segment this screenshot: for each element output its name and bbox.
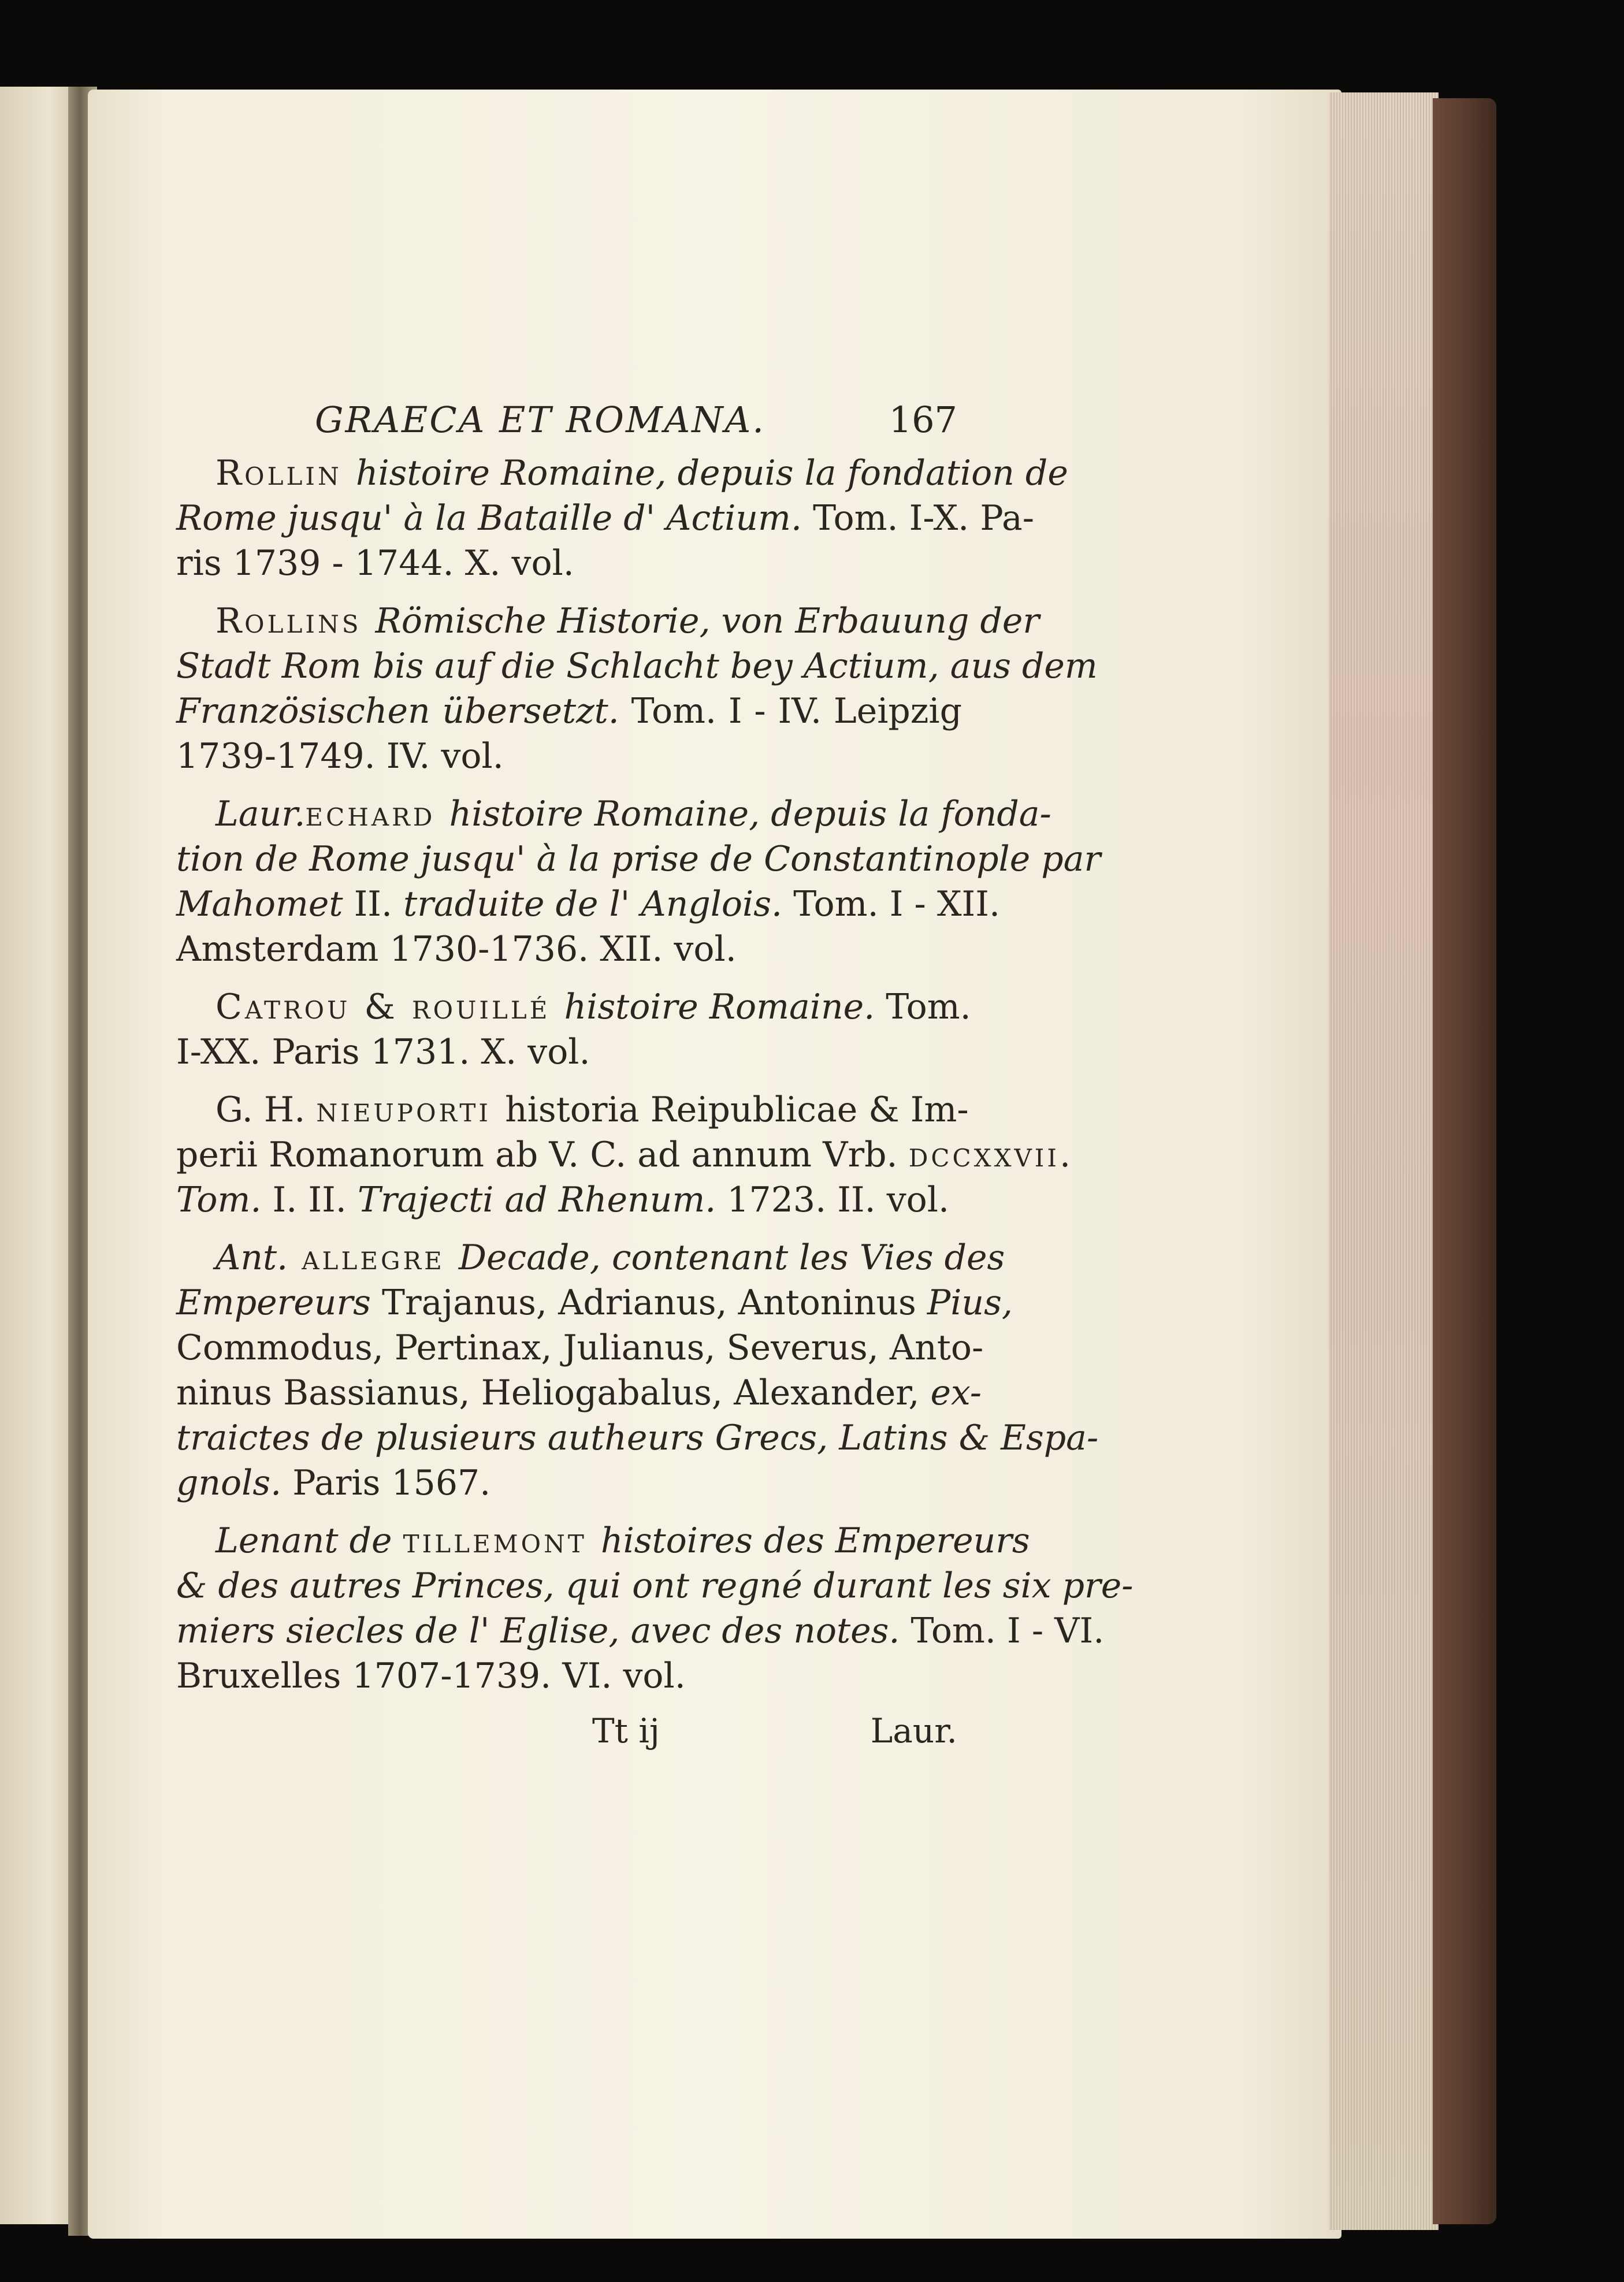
text-segment: histoire Romaine, depuis la fondation de [355,453,1068,493]
text-line [176,1280,1013,1325]
text-segment: Amsterdam 1730-1736. XII. vol. [176,929,737,969]
text-segment: histoire Romaine, depuis la fonda- [449,794,1051,834]
text-segment: ninus Bassianus, Heliogabalus, Alexander, [176,1373,931,1413]
bibliography-entry [176,599,1098,779]
page-header [176,399,962,451]
text-segment: traduite de l' Anglois. [403,884,783,924]
text-segment: ex- [930,1373,982,1413]
text-segment: Tom. [875,987,971,1027]
signature-mark: Tt ij [592,1711,660,1750]
text-line [176,1087,969,1132]
bibliography-entry [176,451,1068,586]
catchword: Laur. [870,1711,957,1750]
text-segment: Römische Historie, von Erbauung der [375,601,1040,641]
text-segment: Tom. [176,1180,262,1220]
page-edges [1329,92,1439,2230]
text-line [176,1460,962,1506]
text-line [176,1518,1030,1563]
page-footer [176,1711,962,1757]
text-line [176,1177,962,1222]
text-line [176,734,962,779]
text-line [176,927,962,972]
text-line [176,1132,1074,1177]
text-segment: 1739-1749. IV. vol. [176,736,504,776]
page-number: 167 [889,399,957,441]
bibliography-entries [176,451,1134,1699]
text-line [176,1415,1099,1460]
text-segment: I-XX. Paris 1731. X. vol. [176,1032,590,1072]
text-segment: Pius, [927,1283,1013,1323]
text-segment: I. II. [261,1180,358,1220]
text-segment: Ant. [215,1237,288,1278]
text-segment: Rollin [215,453,356,493]
text-line [176,451,1068,496]
text-segment: historia Reipublicae & Im- [505,1090,969,1130]
text-segment: nieuporti [316,1090,506,1130]
text-segment: Rollins [215,601,376,641]
text-line [176,1325,984,1370]
bibliography-entry [176,1518,1134,1699]
text-segment: G. H. [215,1090,317,1130]
text-segment: tion de Rome jusqu' à la prise de Constantinople par [176,839,1101,879]
text-segment: dccxxvii. [908,1135,1074,1175]
text-segment: Commodus, Pertinax, Julianus, Severus, Anto- [176,1328,984,1368]
text-segment: Lenant de [215,1521,403,1561]
text-line [176,1370,982,1415]
text-segment: miers siecles de l' Eglise, avec des notes. [176,1611,900,1651]
text-line [176,1235,1005,1280]
text-segment: Trajanus, Adrianus, Antoninus [370,1283,927,1323]
text-line [176,496,1035,541]
text-segment: Rome jusqu' à la Bataille d' Actium. [176,498,802,538]
text-segment: traictes de plusieurs autheurs Grecs, Latins & Espa- [176,1418,1099,1458]
text-segment: Laur. [215,794,306,834]
text-segment: II. [343,884,404,924]
text-segment: Stadt Rom bis auf die Schlacht bey Actium, aus dem [176,646,1098,686]
text-segment: Tom. I - VI. [900,1611,1105,1651]
text-line [176,541,962,586]
text-segment: Decade, contenant les Vies des [458,1237,1005,1278]
bibliography-entry [176,1235,1099,1506]
text-segment: Tom. I - IV. Leipzig [619,691,962,731]
text-segment: Mahomet [176,884,343,924]
text-line [176,644,1098,689]
text-line [176,1608,1105,1653]
bibliography-entry [176,984,971,1075]
bibliography-entry [176,791,1101,972]
text-block [176,399,1134,1757]
text-segment: Französischen übersetzt. [176,691,619,731]
running-head: GRAECA ET ROMANA. [315,399,765,441]
text-segment: Tom. I-X. Pa- [802,498,1035,538]
text-segment: Trajecti ad Rhenum. [357,1180,716,1220]
text-segment: & des autres Princes, qui ont regné durant les six pre- [176,1566,1134,1606]
text-line [176,984,971,1029]
text-segment: Catrou & rouillé [215,987,564,1027]
text-line [176,1563,1134,1608]
text-segment: 1723. II. vol. [716,1180,950,1220]
text-line [176,1653,962,1699]
text-segment: gnols. [176,1463,282,1503]
text-line [176,599,1040,644]
text-segment: ris 1739 - 1744. X. vol. [176,543,574,583]
text-line [176,882,1001,927]
text-segment: Tom. I - XII. [782,884,1001,924]
text-line [176,791,1051,837]
text-segment: allegre [288,1237,459,1278]
text-segment: Empereurs [176,1283,371,1323]
text-line [176,1029,962,1075]
text-segment: perii Romanorum ab V. C. ad annum Vrb. [176,1135,909,1175]
text-segment: histoires des Empereurs [600,1521,1030,1561]
text-segment: Bruxelles 1707-1739. VI. vol. [176,1656,686,1696]
book-cover-edge [1433,98,1496,2224]
text-segment: echard [305,794,449,834]
text-segment: tillemont [403,1521,601,1561]
text-line [176,837,1101,882]
text-segment: histoire Romaine. [564,987,875,1027]
bibliography-entry [176,1087,1074,1222]
text-line [176,689,962,734]
text-segment: Paris 1567. [281,1463,491,1503]
